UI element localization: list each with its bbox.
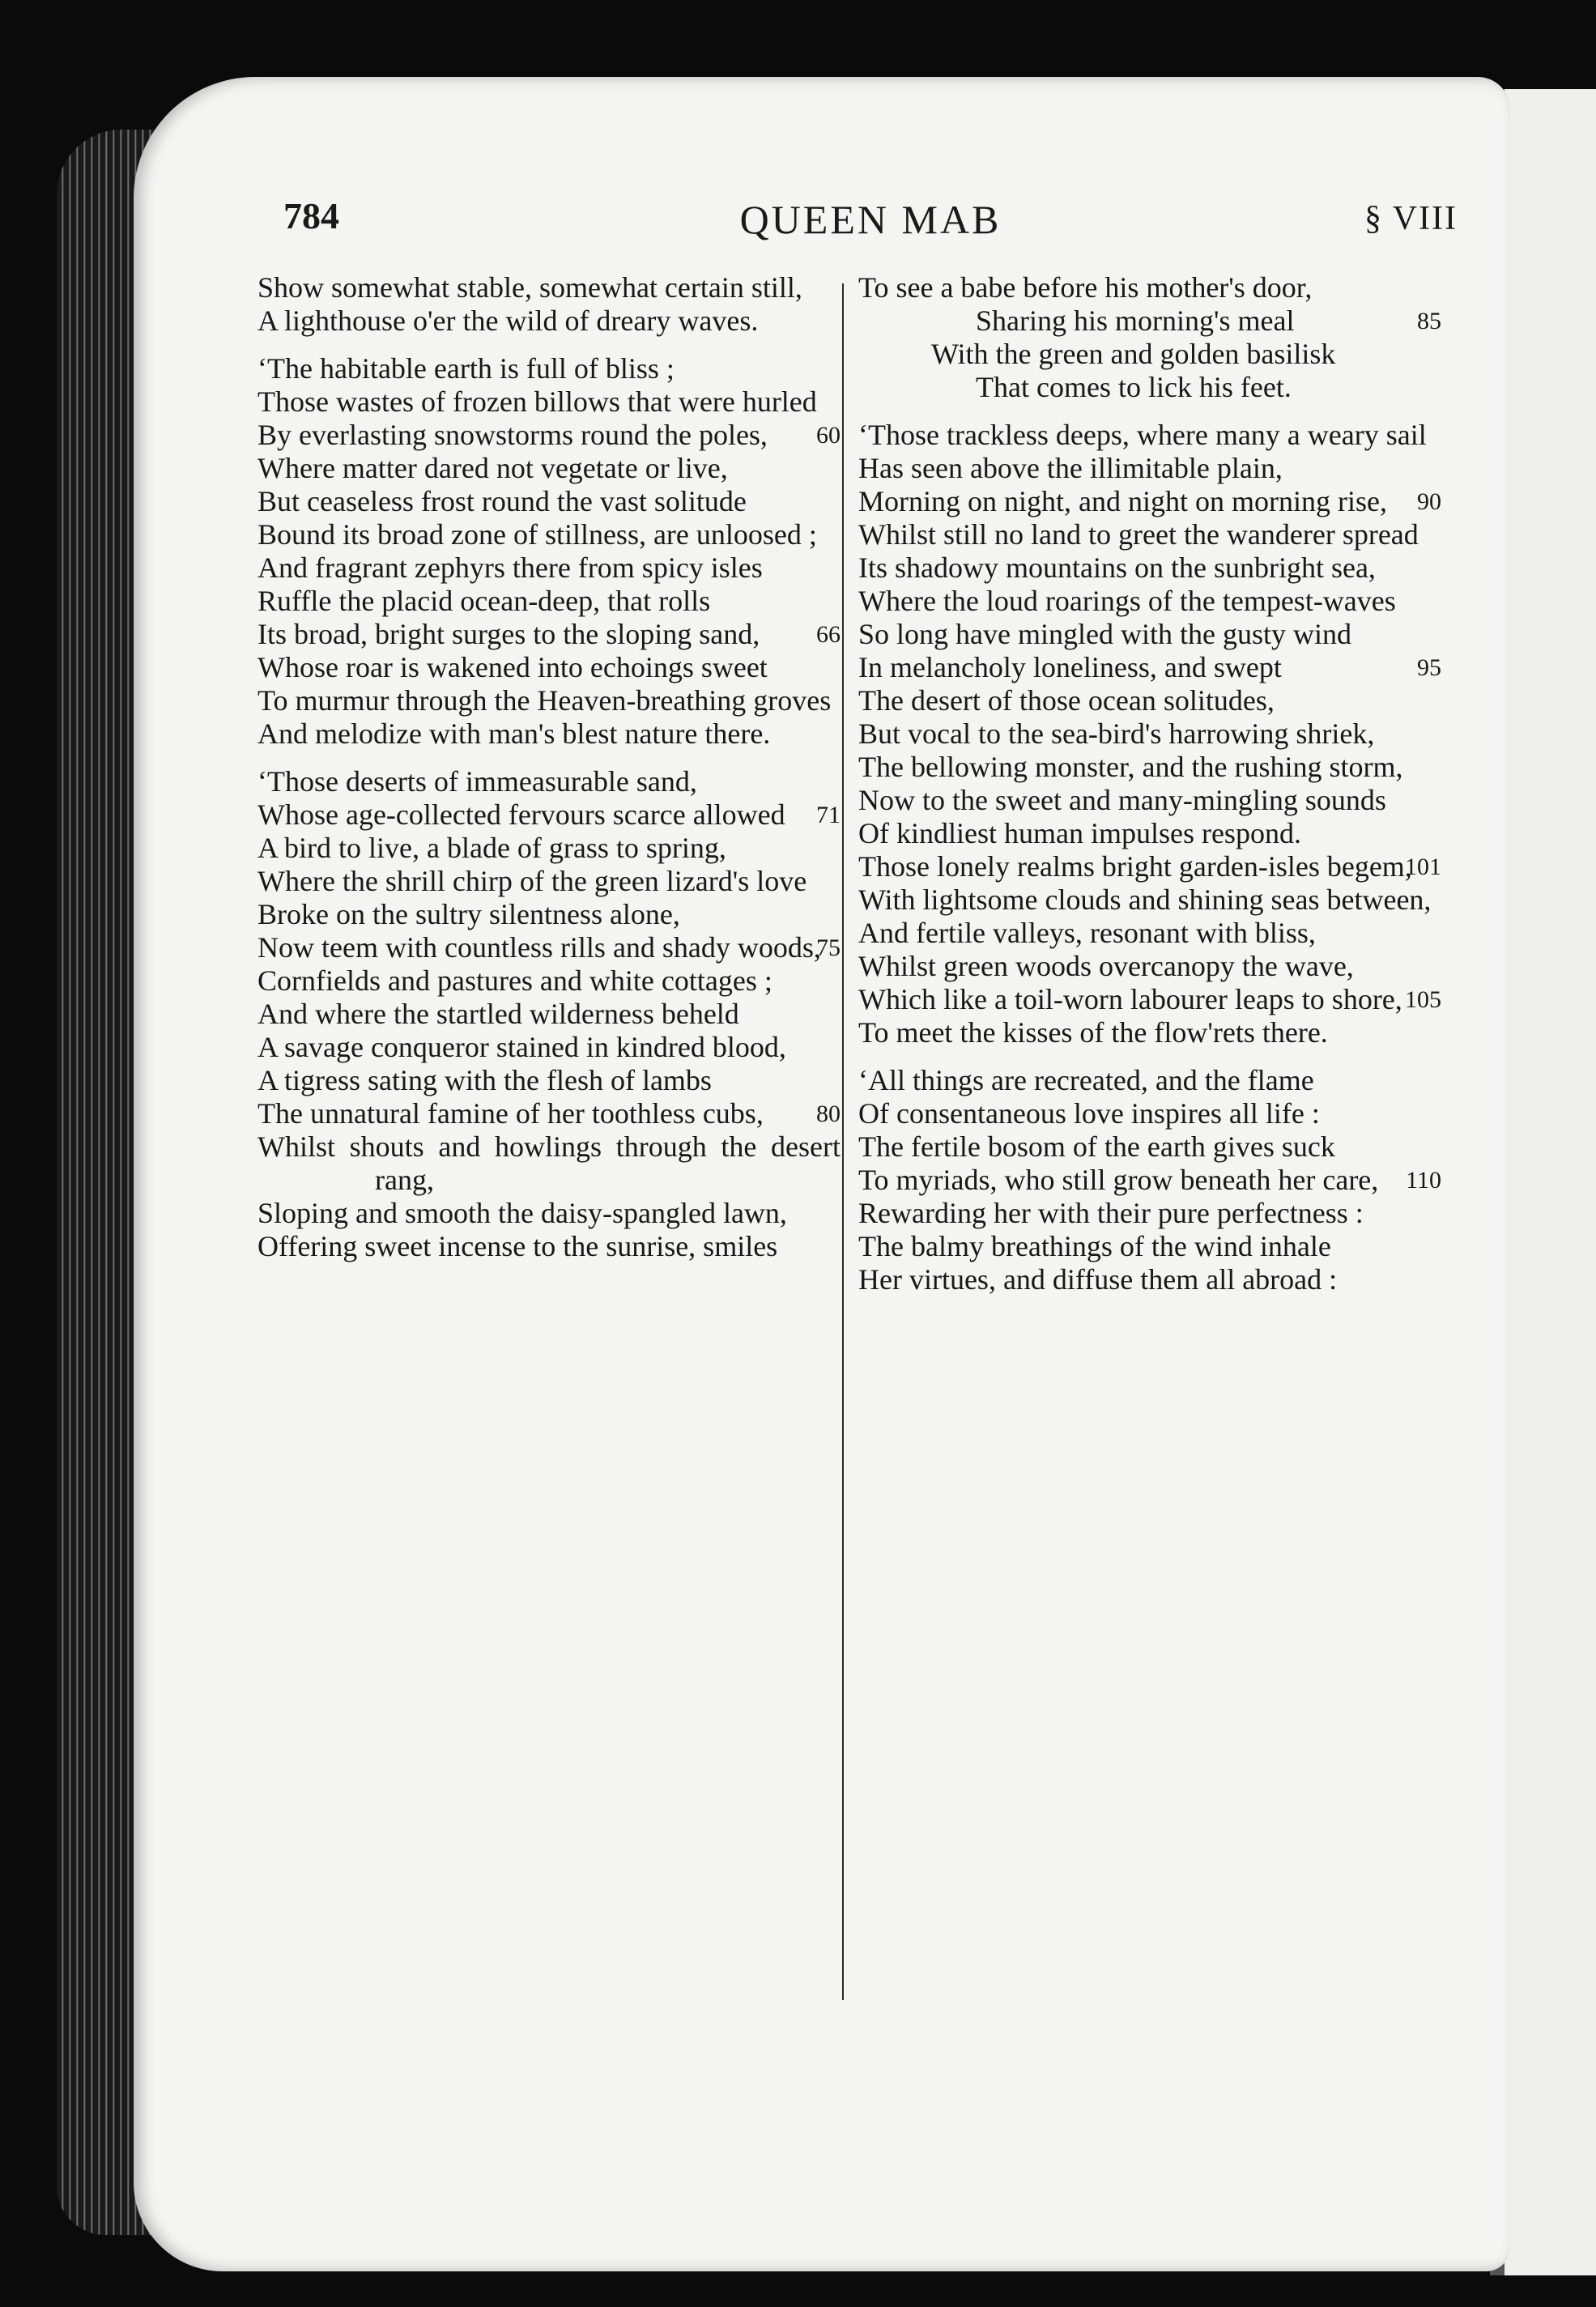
stanza	[257, 765, 841, 1263]
line-text: Cornfields and pastures and white cottages ;	[257, 964, 772, 997]
line-number: 85	[1417, 308, 1441, 334]
poem-line	[858, 817, 1441, 850]
line-number: 101	[1405, 853, 1441, 880]
poem-line	[257, 1031, 841, 1064]
left-column	[257, 271, 841, 1278]
poem-line	[257, 1097, 841, 1130]
line-number: 71	[816, 802, 841, 828]
line-number: 105	[1405, 986, 1441, 1013]
line-text: Those lonely realms bright garden-isles begem,	[858, 850, 1412, 883]
poem-line	[257, 585, 841, 618]
line-text: And where the startled wilderness beheld	[257, 998, 739, 1030]
poem-line	[858, 883, 1441, 917]
poem-line	[257, 898, 841, 931]
line-text: Whilst still no land to greet the wanderer spread	[858, 518, 1419, 551]
poem-line	[257, 651, 841, 684]
line-number: 66	[816, 621, 841, 648]
line-text: To myriads, who still grow beneath her care,	[858, 1164, 1379, 1196]
column-divider	[842, 283, 844, 2000]
line-text: A tigress sating with the flesh of lambs	[257, 1064, 712, 1096]
line-text: Her virtues, and diffuse them all abroad :	[858, 1263, 1338, 1296]
line-text: A bird to live, a blade of grass to spring,	[257, 832, 726, 864]
line-text: Where the loud roarings of the tempest-waves	[858, 585, 1396, 617]
line-text: ‘The habitable earth is full of bliss ;	[257, 352, 675, 385]
line-text: ‘All things are recreated, and the flame	[858, 1064, 1314, 1096]
poem-line	[858, 304, 1441, 338]
line-text: Bound its broad zone of stillness, are unloosed ;	[257, 518, 817, 551]
poem-line	[858, 371, 1441, 404]
poem-line	[257, 717, 841, 751]
line-number: 95	[1417, 654, 1441, 681]
poem-line	[257, 1197, 841, 1230]
poem-line	[858, 1016, 1441, 1049]
line-text: Whilst shouts and howlings through the desert rang,	[257, 1130, 841, 1196]
poem-line	[858, 917, 1441, 950]
poem-line	[257, 765, 841, 798]
stanza	[257, 271, 841, 338]
line-text: To meet the kisses of the flow'rets there.	[858, 1016, 1328, 1049]
line-text: But ceaseless frost round the vast solitude	[257, 485, 747, 517]
poem-line	[858, 1230, 1441, 1263]
line-number: 110	[1406, 1167, 1441, 1194]
line-text: Of kindliest human impulses respond.	[858, 817, 1301, 849]
poem-line	[858, 651, 1441, 684]
poem-line	[257, 385, 841, 419]
poem-line	[858, 850, 1441, 883]
line-text: And fragrant zephyrs there from spicy isles	[257, 551, 763, 584]
line-text: Now to the sweet and many-mingling sounds	[858, 784, 1386, 816]
poem-line	[257, 304, 841, 338]
line-number: 90	[1417, 488, 1441, 515]
poem-line	[257, 518, 841, 551]
poem-line	[858, 717, 1441, 751]
poem-line	[858, 551, 1441, 585]
line-text: Ruffle the placid ocean-deep, that rolls	[257, 585, 711, 617]
poem-line	[257, 1130, 841, 1197]
poem-line	[257, 964, 841, 998]
line-text: Those wastes of frozen billows that were hurled	[257, 385, 817, 418]
line-text: Where the shrill chirp of the green lizard's love	[257, 865, 807, 897]
poem-line	[257, 618, 841, 651]
line-text: ‘Those trackless deeps, where many a weary sail	[858, 419, 1427, 451]
line-text: So long have mingled with the gusty wind	[858, 618, 1351, 650]
poem-line	[858, 585, 1441, 618]
poem-line	[257, 931, 841, 964]
poem-line	[257, 998, 841, 1031]
line-text: To see a babe before his mother's door,	[858, 271, 1313, 304]
line-text: Now teem with countless rills and shady woods,	[257, 931, 821, 964]
line-text: Whose roar is wakened into echoings sweet	[257, 651, 768, 683]
line-text: Sloping and smooth the daisy-spangled lawn,	[257, 1197, 787, 1229]
right-column	[858, 271, 1441, 1311]
line-text: Sharing his morning's meal	[976, 304, 1295, 337]
poem-line	[257, 551, 841, 585]
line-text: Broke on the sultry silentness alone,	[257, 898, 680, 930]
poem-line	[257, 352, 841, 385]
poem-line	[257, 271, 841, 304]
line-text: The fertile bosom of the earth gives suck	[858, 1130, 1335, 1163]
poem-line	[858, 1064, 1441, 1097]
poem-line	[257, 1064, 841, 1097]
line-text: The bellowing monster, and the rushing storm,	[858, 751, 1403, 783]
line-text: Whose age-collected fervours scarce allowed	[257, 798, 785, 831]
poem-line	[858, 518, 1441, 551]
line-text: Has seen above the illimitable plain,	[858, 452, 1283, 484]
poem-line	[858, 271, 1441, 304]
poem-line	[858, 1263, 1441, 1296]
poem-line	[858, 684, 1441, 717]
poem-line	[858, 419, 1441, 452]
section-mark: § VIII	[1364, 200, 1458, 237]
stanza	[858, 419, 1441, 1049]
line-text: ‘Those deserts of immeasurable sand,	[257, 765, 697, 798]
stanza	[858, 271, 1441, 404]
line-text: To murmur through the Heaven-breathing groves	[257, 684, 832, 717]
line-text: But vocal to the sea-bird's harrowing shriek,	[858, 717, 1375, 750]
line-text: And melodize with man's blest nature there.	[257, 717, 771, 750]
poem-line	[858, 751, 1441, 784]
line-number: 80	[816, 1100, 841, 1127]
line-text: And fertile valleys, resonant with bliss,	[858, 917, 1316, 949]
poem-line	[257, 485, 841, 518]
line-text: Show somewhat stable, somewhat certain still,	[257, 271, 802, 304]
line-text: Whilst green woods overcanopy the wave,	[858, 950, 1354, 982]
line-text: The balmy breathings of the wind inhale	[858, 1230, 1331, 1262]
poem-line	[858, 452, 1441, 485]
poem-line	[858, 338, 1441, 371]
line-text: The desert of those ocean solitudes,	[858, 684, 1275, 717]
poem-line	[858, 485, 1441, 518]
poem-line	[257, 832, 841, 865]
line-text: Which like a toil-worn labourer leaps to shore,	[858, 983, 1402, 1015]
line-text: That comes to lick his feet.	[976, 371, 1292, 403]
line-text: Morning on night, and night on morning rise,	[858, 485, 1387, 517]
line-number: 75	[816, 934, 841, 961]
poem-line	[858, 983, 1441, 1016]
poem-line	[858, 784, 1441, 817]
line-number: 60	[816, 422, 841, 449]
poem-line	[257, 684, 841, 717]
line-text: Its shadowy mountains on the sunbright sea,	[858, 551, 1376, 584]
poem-line	[257, 1230, 841, 1263]
line-text: Where matter dared not vegetate or live,	[257, 452, 728, 484]
line-text: With lightsome clouds and shining seas between,	[858, 883, 1432, 916]
poem-line	[858, 1097, 1441, 1130]
poem-line	[858, 1130, 1441, 1164]
line-text: Offering sweet incense to the sunrise, smiles	[257, 1230, 778, 1262]
line-text: A lighthouse o'er the wild of dreary waves.	[257, 304, 759, 337]
line-text: Of consentaneous love inspires all life :	[858, 1097, 1320, 1130]
poem-line	[257, 452, 841, 485]
poem-line	[858, 950, 1441, 983]
page-title: QUEEN MAB	[739, 197, 1002, 242]
line-text: The unnatural famine of her toothless cubs,	[257, 1097, 764, 1130]
poem-line	[257, 865, 841, 898]
line-text: With the green and golden basilisk	[931, 338, 1336, 370]
page-number: 784	[283, 195, 339, 236]
line-text: Rewarding her with their pure perfectness :	[858, 1197, 1364, 1229]
poem-line	[257, 419, 841, 452]
line-text: By everlasting snowstorms round the poles,	[257, 419, 768, 451]
poem-line	[858, 1197, 1441, 1230]
poem-line	[257, 798, 841, 832]
line-text: In melancholy loneliness, and swept	[858, 651, 1282, 683]
stanza	[257, 352, 841, 751]
running-header	[283, 194, 1458, 251]
stanza	[858, 1064, 1441, 1296]
line-text: Its broad, bright surges to the sloping sand,	[257, 618, 760, 650]
poem-line	[858, 1164, 1441, 1197]
poem-line	[858, 618, 1441, 651]
line-text: A savage conqueror stained in kindred blood,	[257, 1031, 786, 1063]
